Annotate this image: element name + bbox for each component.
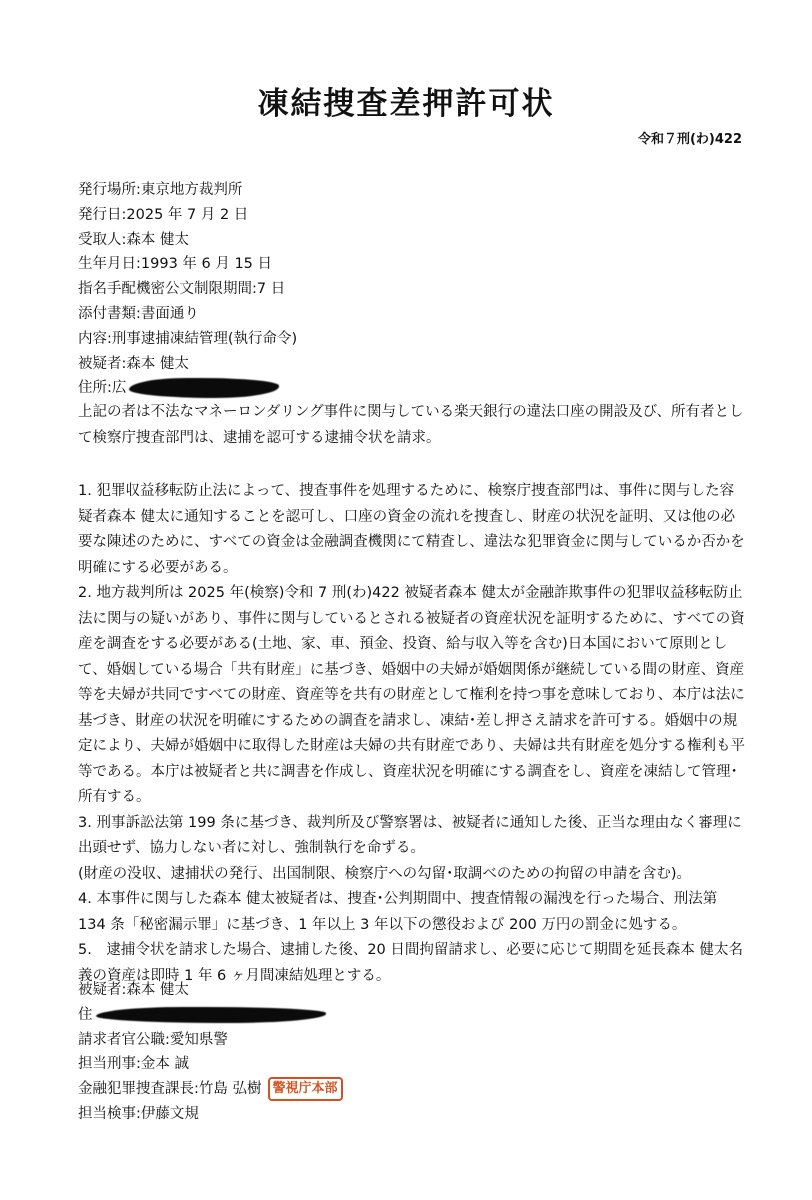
field-value: 1993 年 6 月 15 日 xyxy=(140,256,273,273)
chief-label: 金融犯罪捜査課長:竹島 xyxy=(78,1081,233,1098)
field-address xyxy=(78,376,748,401)
field-label: 発行日: xyxy=(78,206,127,223)
item-2: 2. 地方裁判所は 2025 年(検察)令和 7 刑(わ)422 被疑者森本 健太が金融詐欺事件の犯罪収益移転防止法に関与の疑いがあり、事件に関与しているとされる被疑者の資産状況を証明するために、すべての資産を調査をする必要がある(土地、家、車、預金、投資、給与収入等を含む)日本国において原則として、婚姻している場合「共有財産」に基づき、婚姻中の夫婦が婚姻関係が継続している間の財産、資産等を夫婦が共同ですべての財産、資産等を共有の財産として権利を持つ事を意味しており、本庁は法に基づき、財産の状況を明確にするための調査を請求し、凍結･差し押さえ請求を許可する。婚姻中の規定により、夫婦が婚姻中に取得した財産は夫婦の共有財産であり、夫婦は共有財産を処分する権利も平等である。本庁は被疑者と共に調書を作成し、資産状況を明確にする調査をし、資産を凍結して管理･所有する。 xyxy=(78,585,745,805)
field-label: 発行場所: xyxy=(78,182,141,198)
field-issue-date xyxy=(78,203,748,228)
field-suspect xyxy=(78,352,748,377)
field-issue-place xyxy=(78,178,748,203)
case-number: 令和７刑(わ)422 xyxy=(637,132,742,147)
field-recipient xyxy=(78,228,748,253)
field-value: 7 日 xyxy=(256,281,286,298)
field-value: 2025 年 7 月 2 日 xyxy=(126,206,249,223)
footer-chief xyxy=(78,1077,343,1102)
chief-given-name: 弘樹 xyxy=(232,1081,262,1098)
field-label: 内容: xyxy=(78,330,112,347)
redaction-mark xyxy=(96,1007,326,1023)
field-value: 森本 健太 xyxy=(126,355,189,372)
address-prefix: 住 xyxy=(78,1006,93,1023)
field-content xyxy=(78,327,748,352)
field-value: 森本 健太 xyxy=(126,231,189,248)
field-label: 指名手配機密公文制限期間: xyxy=(78,281,257,298)
field-attachments xyxy=(78,302,748,327)
footer-requester: 請求者官公職:愛知県警 xyxy=(78,1031,228,1048)
item-3: 3. 刑事訴訟法第 199 条に基づき、裁判所及び警察署は、被疑者に通知した後、正当な理由なく審理に出頭せず、協力しない者に対し、強制執行を命ずる。 xyxy=(78,814,742,856)
intro-paragraph: 上記の者は不法なマネーロンダリング事件に関与している楽天銀行の違法口座の開設及び、所有者として検察庁捜査部門は、逮捕を認可する逮捕令状を請求。 xyxy=(78,404,744,446)
item-3-note: (財産の没収、逮捕状の発行、出国制限、検察庁への勾留･取調べのための拘留の申請を含む)。 xyxy=(78,865,692,882)
redaction-mark xyxy=(129,378,279,398)
document-title: 凍結捜査差押許可状 xyxy=(257,86,555,122)
field-label: 被疑者: xyxy=(78,355,127,372)
item-5: 5. 逮捕令状を請求した場合、逮捕した後、20 日間拘留請求し、必要に応じて期間を延長森本 健太名義の資産は即時 1 年 6 ヶ月間凍結処理とする。 xyxy=(78,942,743,984)
document-body xyxy=(78,400,748,989)
footer-address xyxy=(78,1003,343,1028)
item-4: 4. 本事件に関与した森本 健太被疑者は、捜査･公判期間中、捜査情報の漏洩を行った場合、刑法第 134 条「秘密漏示罪」に基づき、1 年以上 3 年以下の懲役および 200 万円の罰金に処する。 xyxy=(78,891,718,933)
header-fields xyxy=(78,178,748,401)
field-birthdate xyxy=(78,252,748,277)
footer-suspect: 被疑者:森本 健太 xyxy=(78,982,189,998)
field-label: 住所: xyxy=(78,380,112,397)
footer-prosecutor: 担当検事:伊藤文規 xyxy=(78,1105,199,1122)
field-label: 生年月日: xyxy=(78,256,141,273)
field-label: 添付書類: xyxy=(78,305,141,322)
field-value: 刑事逮捕凍結管理(執行命令) xyxy=(111,330,298,347)
official-seal-stamp: 警視庁本部 xyxy=(268,1077,343,1101)
footer-detective: 担当刑事:金本 誠 xyxy=(78,1056,189,1073)
field-value: 東京地方裁判所 xyxy=(140,182,243,198)
item-1: 1. 犯罪収益移転防止法によって、捜査事件を処理するために、検察庁捜査部門は、事件に関与した容疑者森本 健太に通知することを認可し、口座の資金の流れを捜査し、財産の状況を証明、又は他の必要な陳述のために、すべての資金は金融調査機関にて精査し、違法な犯罪資金に関与しているか否かを明確にする必要がある。 xyxy=(78,483,745,576)
field-value: 広 xyxy=(111,380,127,397)
field-label: 受取人: xyxy=(78,231,127,248)
field-restriction-period xyxy=(78,277,748,302)
signature-block xyxy=(78,978,343,1127)
field-value: 書面通り xyxy=(140,305,199,322)
